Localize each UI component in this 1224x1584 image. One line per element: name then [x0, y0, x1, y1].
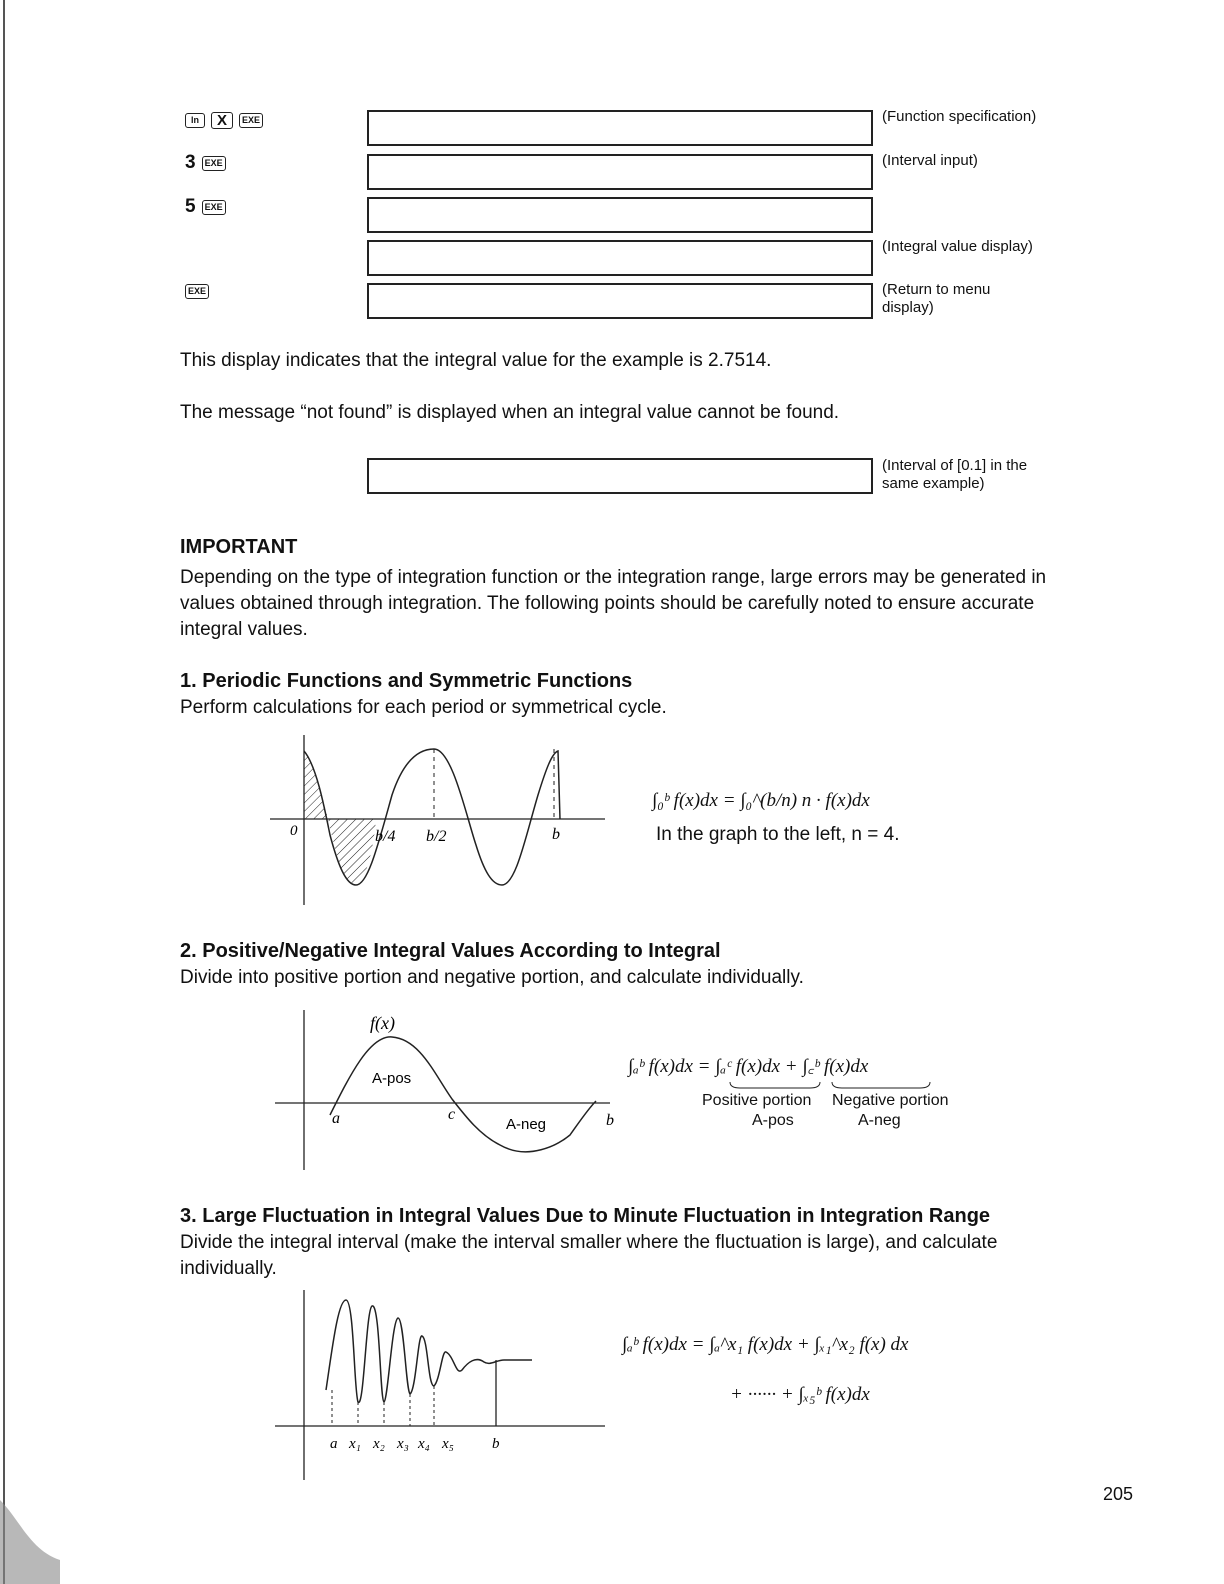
positive-negative-graph	[270, 1005, 630, 1170]
tick-label: x₃	[397, 1436, 409, 1452]
tick-label: x₁	[349, 1436, 361, 1452]
tick-label: x₄	[418, 1436, 430, 1452]
key-sequence-2	[185, 152, 226, 174]
section-3-title: 3. Large Fluctuation in Integral Values Due to Minute Fluctuation in Integration Range	[180, 1205, 991, 1227]
important-heading: IMPORTANT	[180, 536, 298, 558]
negative-brace	[832, 1082, 930, 1088]
lcd-line	[375, 189, 865, 190]
b-label: b	[606, 1112, 614, 1129]
lcd-display-notfound	[367, 458, 873, 494]
exe-key: EXE	[185, 284, 209, 299]
periodic-function-graph	[270, 735, 610, 905]
key-sequence-3	[185, 196, 226, 218]
a-label: a	[332, 1110, 340, 1127]
lcd-line	[375, 232, 865, 233]
section-1-formula: ∫₀ᵇ f(x)dx = ∫₀^(b/n) n · f(x)dx	[652, 790, 870, 811]
exe-key: EXE	[202, 156, 226, 171]
a-neg-label: A-neg	[506, 1116, 547, 1133]
section-3-body: Divide the integral interval (make the interval smaller where the fluctuation is large), and calculate individually.	[180, 1232, 998, 1279]
important-body: Depending on the type of integration function or the integration range, large errors may be generated in values obtained through integration. The following points should be carefully noted to ensure accurate integral values.	[180, 567, 1047, 640]
display-note: (Interval of [0.1] in the same example)	[882, 457, 1028, 492]
display-note: (Function specification)	[882, 108, 1037, 125]
key-sequence-4	[185, 284, 209, 299]
lcd-line	[375, 275, 865, 276]
section-3-formula-line1: ∫ₐᵇ f(x)dx = ∫ₐ^x₁ f(x)dx + ∫ₓ₁^x₂ f(x) dx	[622, 1334, 909, 1355]
section-2-formula: ∫ₐᵇ f(x)dx = ∫ₐᶜ f(x)dx + ∫꜀ᵇ f(x)dx	[628, 1056, 869, 1077]
exe-key: EXE	[239, 113, 263, 128]
tick-label: x₂	[373, 1436, 385, 1452]
b-label: b	[552, 826, 560, 843]
origin-label: 0	[290, 823, 298, 839]
positive-portion-label: Positive portion	[702, 1092, 812, 1109]
section-1-note: In the graph to the left, n = 4.	[656, 824, 900, 845]
section-1-title: 1. Periodic Functions and Symmetric Functions	[180, 670, 633, 692]
tick-label: a	[330, 1436, 338, 1452]
b-over-4-label: b/4	[375, 828, 396, 845]
lcd-display-2	[367, 154, 873, 190]
lcd-display-4	[367, 240, 873, 276]
section-2-title: 2. Positive/Negative Integral Values According to Integral	[180, 940, 721, 962]
display-note: (Interval input)	[882, 152, 978, 169]
lcd-line	[375, 493, 865, 494]
fluctuation-graph	[270, 1290, 610, 1480]
section-1-body: Perform calculations for each period or symmetrical cycle.	[180, 697, 667, 718]
display-note: (Integral value display)	[882, 238, 1033, 255]
a-neg-caption: A-neg	[858, 1112, 901, 1129]
c-label: c	[448, 1106, 456, 1123]
page-number: 205	[1103, 1484, 1134, 1504]
x-key: X	[211, 112, 233, 129]
display-note: (Return to menu display)	[882, 281, 991, 316]
fx-label: f(x)	[370, 1013, 395, 1033]
a-pos-caption: A-pos	[752, 1112, 794, 1129]
tick-label: b	[492, 1436, 500, 1452]
paragraph: The message “not found” is displayed when an integral value cannot be found.	[180, 402, 840, 423]
key-sequence-1	[185, 112, 263, 129]
positive-brace	[730, 1082, 820, 1088]
function-curve	[326, 1300, 532, 1402]
lcd-display-5	[367, 283, 873, 319]
tick-label: x₅	[442, 1436, 454, 1452]
section-3-formula-line2: + ······ + ∫ₓ₅ᵇ f(x)dx	[730, 1384, 870, 1405]
digit-5: 5	[185, 196, 196, 217]
b-over-2-label: b/2	[426, 828, 447, 845]
lcd-line	[375, 145, 865, 146]
a-pos-label: A-pos	[372, 1070, 412, 1087]
lcd-display-1	[367, 110, 873, 146]
paragraph: This display indicates that the integral value for the example is 2.7514.	[180, 350, 772, 371]
function-curve	[330, 1037, 596, 1152]
lcd-display-3	[367, 197, 873, 233]
page-binding-edge	[0, 0, 60, 1584]
lcd-line	[375, 318, 865, 319]
digit-3: 3	[185, 152, 196, 173]
section-2-body: Divide into positive portion and negative portion, and calculate individually.	[180, 967, 804, 988]
negative-portion-label: Negative portion	[832, 1092, 949, 1109]
exe-key: EXE	[202, 200, 226, 215]
ln-key: ln	[185, 113, 205, 128]
